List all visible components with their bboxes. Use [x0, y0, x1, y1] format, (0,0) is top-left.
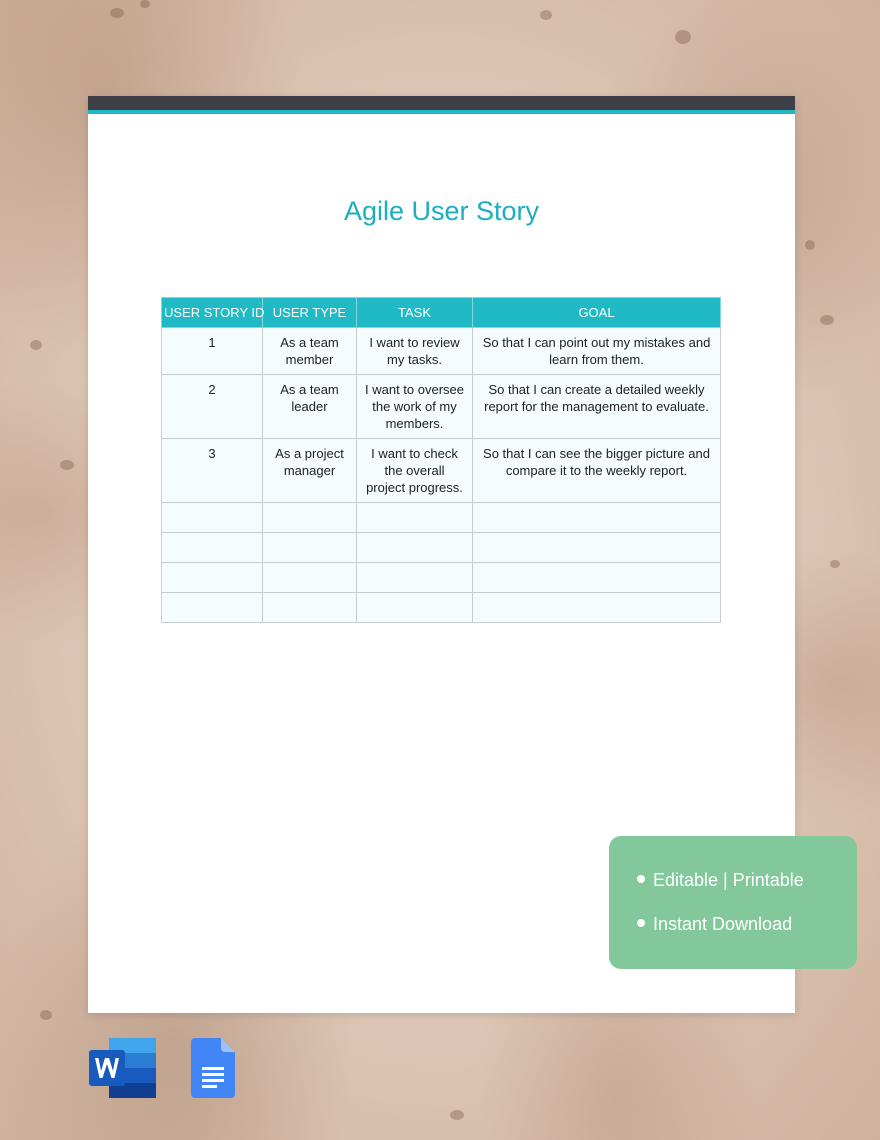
- empty-cell: [357, 593, 473, 623]
- google-docs-icon: [191, 1038, 235, 1098]
- document-header-accent-line: [88, 110, 795, 114]
- feature-item: [637, 870, 804, 891]
- empty-cell: [162, 503, 263, 533]
- header-goal: GOAL: [473, 298, 721, 328]
- task-cell: I want to oversee the work of my members.: [357, 375, 473, 439]
- empty-cell: [263, 533, 357, 563]
- user-story-table: [161, 297, 721, 623]
- feature-item: [637, 914, 792, 935]
- empty-cell: [357, 533, 473, 563]
- empty-cell: [162, 593, 263, 623]
- task-cell: I want to review my tasks.: [357, 328, 473, 375]
- header-user-type: USER TYPE: [263, 298, 357, 328]
- empty-cell: [162, 563, 263, 593]
- table-header-row: [162, 298, 721, 328]
- task-cell: I want to check the overall project progress.: [357, 439, 473, 503]
- table-row-empty: [162, 533, 721, 563]
- table-row: [162, 439, 721, 503]
- empty-cell: [473, 593, 721, 623]
- empty-cell: [473, 533, 721, 563]
- story-id-cell: 2: [162, 375, 263, 439]
- table-row: [162, 328, 721, 375]
- document-header-bar: [88, 96, 795, 110]
- feature-label: Instant Download: [653, 914, 793, 934]
- header-user-story-id: USER STORY ID: [162, 298, 263, 328]
- feature-label: Editable | Printable: [653, 870, 804, 890]
- empty-cell: [263, 503, 357, 533]
- empty-cell: [357, 563, 473, 593]
- user-type-cell: As a team member: [263, 328, 357, 375]
- bullet-icon: [637, 875, 645, 883]
- header-task: TASK: [357, 298, 473, 328]
- table-row: [162, 375, 721, 439]
- empty-cell: [357, 503, 473, 533]
- empty-cell: [473, 503, 721, 533]
- bullet-icon: [637, 919, 645, 927]
- microsoft-word-icon: [89, 1038, 157, 1098]
- goal-cell: So that I can see the bigger picture and compare it to the weekly report.: [473, 439, 721, 503]
- goal-cell: So that I can point out my mistakes and learn from them.: [473, 328, 721, 375]
- document-title: Agile User Story: [343, 196, 540, 226]
- user-type-cell: As a team leader: [263, 375, 357, 439]
- story-id-cell: 3: [162, 439, 263, 503]
- empty-cell: [263, 563, 357, 593]
- user-type-cell: As a project manager: [263, 439, 357, 503]
- story-id-cell: 1: [162, 328, 263, 375]
- table-row-empty: [162, 593, 721, 623]
- table-row-empty: [162, 563, 721, 593]
- empty-cell: [473, 563, 721, 593]
- features-badge: [609, 836, 857, 969]
- table-row-empty: [162, 503, 721, 533]
- empty-cell: [162, 533, 263, 563]
- goal-cell: So that I can create a detailed weekly report for the management to evaluate.: [473, 375, 721, 439]
- empty-cell: [263, 593, 357, 623]
